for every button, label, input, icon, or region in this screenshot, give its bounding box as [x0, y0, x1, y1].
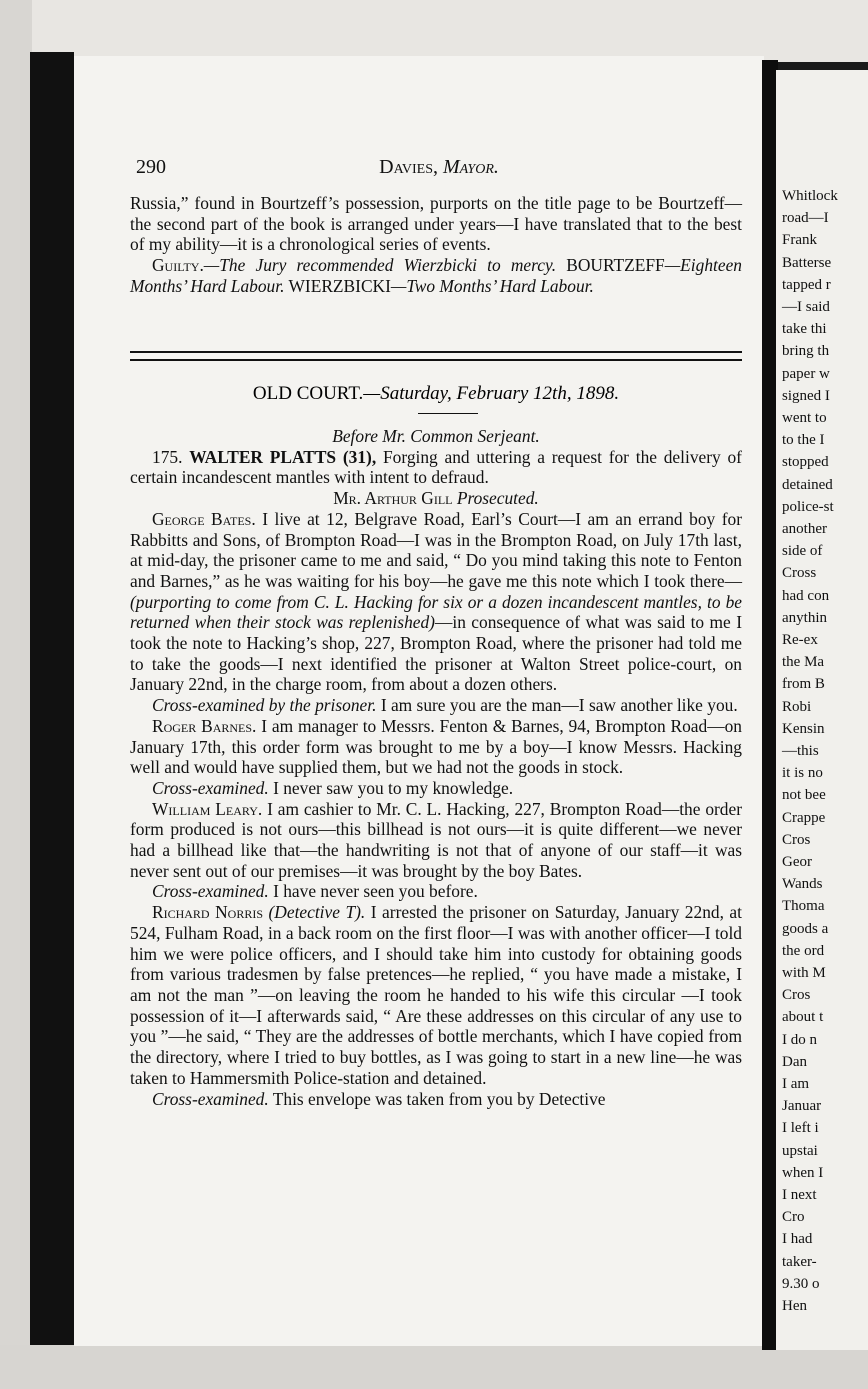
facing-page-line: —this — [782, 743, 819, 759]
facing-page-line: another — [782, 521, 827, 537]
facing-page-line: I do n — [782, 1031, 817, 1048]
facing-page-line: the Ma — [782, 654, 825, 671]
court-heading — [130, 383, 742, 405]
facing-page-line: tapped r — [782, 276, 831, 293]
page-header — [136, 156, 742, 182]
facing-page-line: Cros — [782, 987, 811, 1004]
running-head-title: Mayor. — [442, 156, 499, 178]
testimony-paragraph — [130, 509, 742, 695]
court-name: OLD COURT. — [252, 383, 364, 404]
facing-page-line: not bee — [782, 787, 826, 804]
running-head-name: Davies, — [379, 156, 438, 178]
facing-page-line: Cros — [782, 831, 811, 848]
facing-page-line: it is no — [782, 765, 823, 782]
before-judge-text: Before Mr. Common Serjeant. — [332, 426, 540, 446]
cross-examination — [130, 778, 742, 799]
facing-page-line: road—I — [782, 210, 829, 227]
testimony-text: I live at 12, Belgrave Road, Earl’s Court—I am an errand boy for Rabbitts and Sons, of Brompton Road—I was in the Brompton Road, on July 17th last, at mid-day, the prisoner came to me and said, “ Do you mind taking this note to Fenton and Barnes,” as he was waiting for his boy—he gave me this note which I took there— — [130, 508, 742, 591]
facing-page-line: Robi — [782, 698, 812, 715]
testimony-text: I am manager to Messrs. Fenton & Barnes, 94, Brompton Road—on January 17th, this order form was brought to me by a boy—I know Messrs. Hacking well and would have supplied them, but we had not the goods in stock. — [130, 715, 743, 778]
prosecutor-line — [130, 488, 742, 509]
facing-page-line: I left i — [782, 1120, 819, 1137]
testimony-text: I am cashier to Mr. C. L. Hacking, 227, Brompton Road—the order form produced is not ours—this billhead is not ours—it is quite different—we never had a billhead like that—the handwriting is not that of anyone of our staff—it was never sent out of our premises—it was brought by the boy Bates. — [130, 798, 743, 881]
verdict-label: Guilty. — [152, 255, 204, 276]
facing-page-line: Hen — [782, 1298, 807, 1314]
cross-examination — [130, 881, 742, 902]
case-block — [130, 426, 742, 1109]
case-charge: Forging and uttering a request for the delivery of certain incandescent mantles with intent to defraud. — [130, 446, 742, 488]
verdict-name-2: WIERZBICKI — [288, 275, 391, 296]
facing-page-line: signed I — [782, 387, 830, 404]
facing-page-line: Re-ex — [782, 632, 818, 648]
verdict — [130, 255, 742, 296]
running-head — [136, 156, 742, 179]
short-divider — [418, 413, 478, 414]
cross-text: I have never seen you before. — [273, 881, 478, 902]
facing-page-line: taker- — [782, 1253, 817, 1270]
case-defendant: WALTER PLATTS (31), — [189, 446, 377, 467]
testimony-paragraph — [130, 716, 742, 778]
facing-page-line: stopped — [782, 454, 829, 471]
facing-page-line: upstai — [782, 1142, 818, 1159]
facing-page-line: Wands — [782, 876, 823, 893]
facing-page-line: Geor — [782, 854, 812, 870]
facing-page-line: Kensin — [782, 720, 825, 737]
facing-page-line: 9.30 o — [782, 1275, 820, 1292]
facing-page-line: to the I — [782, 432, 825, 449]
cross-text: I am sure you are the man—I saw another like you. — [380, 695, 738, 716]
facing-page-line: the ord — [782, 942, 825, 959]
facing-page-line: I am — [782, 1076, 810, 1092]
facing-page-line: when I — [782, 1164, 824, 1181]
page-number: 290 — [136, 156, 166, 178]
top-paragraph-block — [130, 193, 742, 297]
facing-page-line: from B — [782, 676, 825, 693]
facing-page-line: police-st — [782, 498, 834, 515]
cross-text: This envelope was taken from you by Detective — [272, 1088, 606, 1109]
facing-page-line: went to — [782, 410, 827, 426]
facing-page-line: Januar — [782, 1098, 822, 1115]
verdict-name-1: BOURTZEFF — [566, 255, 665, 276]
scan-background-bottom — [0, 1345, 868, 1389]
facing-page-line: had con — [782, 587, 830, 604]
witness-name: Roger Barnes. — [152, 715, 257, 736]
testimony-text: I arrested the prisoner on Saturday, January 22nd, at 524, Fulham Road, in a back room on the first floor—I was with another officer—I told him we were police officers, and I should take him into custody for obtaining goods from various tradesmen by false pretences—he replied, “ you have made a mistake, I am not the man ”—on leaving the room he handed to his wife this circular —I took possession of it—I afterwards said, “ Are these addresses on this circular of any use to you ”—he said, “ They are the addresses of bottle merchants, which I have copied from the directory, where I tried to buy bottles, as I was going to start in a new line—he was taken to Hammersmith Police-station and detained. — [130, 902, 742, 1088]
scan-background-left — [0, 0, 32, 1389]
top-paragraph: Russia,” found in Bourtzeff’s possession, purports on the title page to be Bourtzeff—the second part of the book is arranged under years—I have translated that to the best of my ability—it is a chronological series of events. — [130, 193, 742, 255]
cross-examination — [130, 695, 742, 716]
facing-page-line: Crappe — [782, 809, 826, 826]
facing-page-line: about t — [782, 1009, 824, 1026]
cross-label: Cross-examined. — [152, 777, 269, 798]
case-number: 175. — [152, 446, 183, 467]
book-spine-left — [30, 52, 74, 1352]
cross-text: I never saw you to my knowledge. — [273, 777, 514, 798]
verdict-sentence-1: —Eighteen Months’ Hard Labour. — [130, 255, 742, 296]
facing-page-line: Batterse — [782, 254, 832, 271]
facing-page-line: with M — [782, 965, 826, 981]
facing-page-line: Thoma — [782, 898, 825, 915]
cross-label: Cross-examined. — [152, 1088, 269, 1109]
section-divider — [130, 351, 742, 361]
facing-page-line: bring th — [782, 343, 830, 360]
facing-page-line: detained — [782, 476, 833, 493]
facing-page-line: anythin — [782, 609, 827, 626]
facing-page-line: paper w — [782, 365, 830, 382]
cross-examination — [130, 1089, 742, 1110]
court-date: —Saturday, February 12th, 1898. — [363, 383, 620, 404]
facing-page — [776, 70, 868, 1350]
verdict-jury: —The Jury recommended Wierzbicki to mercy. — [203, 255, 557, 276]
facing-page-line: —I said — [782, 299, 830, 315]
facing-page-line: I had — [782, 1231, 813, 1248]
witness-name: William Leary. — [152, 798, 263, 819]
cross-label: Cross-examined by the prisoner. — [152, 695, 377, 716]
scan-background-top — [0, 0, 868, 62]
witness-name: George Bates. — [152, 508, 256, 529]
facing-page-line: Cro — [782, 1209, 805, 1226]
facing-page-line: take thi — [782, 321, 827, 338]
testimony-text-continued: —in consequence of what was said to me I took the note to Hacking’s shop, 227, Brompton Road, where the prisoner had told me to take the goods—I next identified the prisoner at Walton Street police-court, on January 22nd, in the charge room, from about a dozen others. — [130, 612, 742, 695]
facing-page-line: goods a — [782, 920, 829, 937]
facing-page-line: Whitlock — [782, 188, 838, 204]
case-heading — [130, 447, 742, 488]
facing-page-line: side of — [782, 543, 823, 560]
facing-page-line: I next — [782, 1187, 817, 1203]
prosecutor-role: Prosecuted. — [456, 488, 539, 509]
testimony-paragraph — [130, 902, 742, 1088]
before-judge — [130, 426, 742, 447]
facing-page-line: Frank — [782, 232, 817, 249]
facing-page-line: Cross — [782, 565, 817, 582]
cross-label: Cross-examined. — [152, 881, 269, 902]
witness-name: Richard Norris — [152, 902, 264, 923]
verdict-sentence-2: —Two Months’ Hard Labour. — [390, 275, 594, 296]
testimony-paragraph — [130, 799, 742, 882]
witness-note: (Detective T). — [268, 902, 366, 923]
facing-page-line: Dan — [782, 1053, 807, 1070]
testimony-italic: (purporting to come from C. L. Hacking for six or a dozen incandescent mantles, to be returned when their stock was replenished) — [130, 591, 742, 633]
prosecutor-name: Mr. Arthur Gill — [333, 488, 453, 509]
